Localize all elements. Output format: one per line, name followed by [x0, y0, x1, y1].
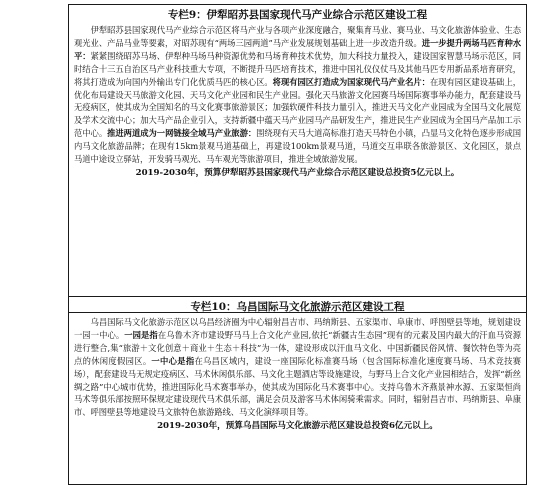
section9-body: [74, 24, 521, 166]
section9-roads-text: 围绕现有天马大道高标准打造天马特色小镇，凸显马文化特色逐步形成国内马文化旅游品牌；在现有15km景观马道基础上，再建设100km景观马道，马道交互串联各旅游景区、文化园区，景点马道中途设立驿站，开发骑马观光、马车观光等旅游项目，推进全域旅游发展。: [74, 128, 522, 165]
section10-intro: 乌昌国际马文化旅游示范区以乌昌经济圈为中心辐射昌吉市、玛纳斯县、五家渠市、阜康市、呼图壁县等地，规划建设一园一中心。: [74, 317, 521, 340]
section9-box: [68, 4, 527, 313]
section9-investment: 2019-2030年，预算伊犁昭苏县国家现代马产业综合示范区建设总投资5亿元以上。: [135, 167, 460, 178]
section9-parks-text: 在现有园区建设基础上，优化布局建设天马旅游文化园、天马文化产业园和民生产业园。强化天马旅游文化园赛马场国际赛事举办能力，配套建设马无疫病区，使其成为全国知名的马文化赛事旅游景区；加强软硬件科技力量引入，推进天马文化产业园成为全国马文化展览及学术交流中心；加大马产品企业引入，支持新疆中蕴天马产业园马产品研发生产，推进民生产业园成为全国马产品加工示范中心。: [74, 76, 521, 139]
section9-heading-roads: 推进两道成为一网链接全域马产业旅游：: [107, 128, 257, 139]
section10-park-text: 在乌鲁木齐市建设野马马上合文化产业园,依托“新疆古生态园”现有的元素及国内最大的汗血马资源进行整合,集“旅游＋文化创意＋商业＋生态＋科技”为一体，建设形成以汗血马文化、中国新疆民俗风情、餐饮特色等为亮点的休闲度假园区。: [74, 329, 521, 366]
section10-center-text: 在乌昌区域内，建设一座国际化标准赛马场（包含国际标准化速度赛马场、马术竞技赛场），配套建设马无规定疫病区、马术休闲俱乐部、马文化主题酒店等设施建设，与野马上合文化产业园相结合，发挥“新丝绸之路”中心城市优势，推进国际化马术赛事举办，使其成为国际化马术赛事中心。支持乌鲁木齐燕景神水源、五家渠恒尚马术等俱乐部按照环保规定建设现代马术俱乐部，满足会员及游客马术体闲骑乘需求。同时，辐射昌吉市、玛纳斯县、阜康市、呼图壁县等地建设马文旅特色旅游路线、马文化演绎项目等。: [74, 355, 521, 418]
section9-title: 专栏9：伊犁昭苏县国家现代马产业综合示范区建设工程: [167, 9, 428, 21]
section10-title: 专栏10：乌昌国际马文化旅游示范区建设工程: [190, 301, 405, 313]
section10-box: [68, 296, 527, 485]
section10-heading-park: 一园是指: [124, 329, 158, 340]
section10-heading-center: 一中心是指: [151, 355, 195, 366]
section9-heading-parks: 将现有园区打造成为国家现代马产业名片：: [272, 76, 430, 87]
section10-investment: 2019-2030年，预算乌昌国际马文化旅游示范区建设总投资6亿元以上。: [157, 421, 438, 432]
section10-body: [74, 316, 521, 419]
section9-intro: 伊犁昭苏县国家现代马产业综合示范区将马产业与各项产业深度融合，聚集育马业、赛马业、马文化旅游体验业、生态观光业、产品马业等要素，对昭苏现有“两场三园两道”马产业发展规划基础上进一步改造升级。: [74, 25, 521, 48]
section9-breeding-text: 紧紧围绕昭苏马场、伊犁种马场马种资源优势和马场育种技术优势，加大科技力量投入，建设国家智慧马场示范区，同时结合十三五自治区马产业科技重大专项，不断提升马匹培育技术，推进中国礼仪仪仗马及其他马匹专用新品系培育研究，将其打造成为向国内外输出专门化优质马匹的核心区。: [74, 50, 521, 87]
section9-heading-breeding: 进一步提升两场马匹育种水平：: [74, 37, 521, 61]
